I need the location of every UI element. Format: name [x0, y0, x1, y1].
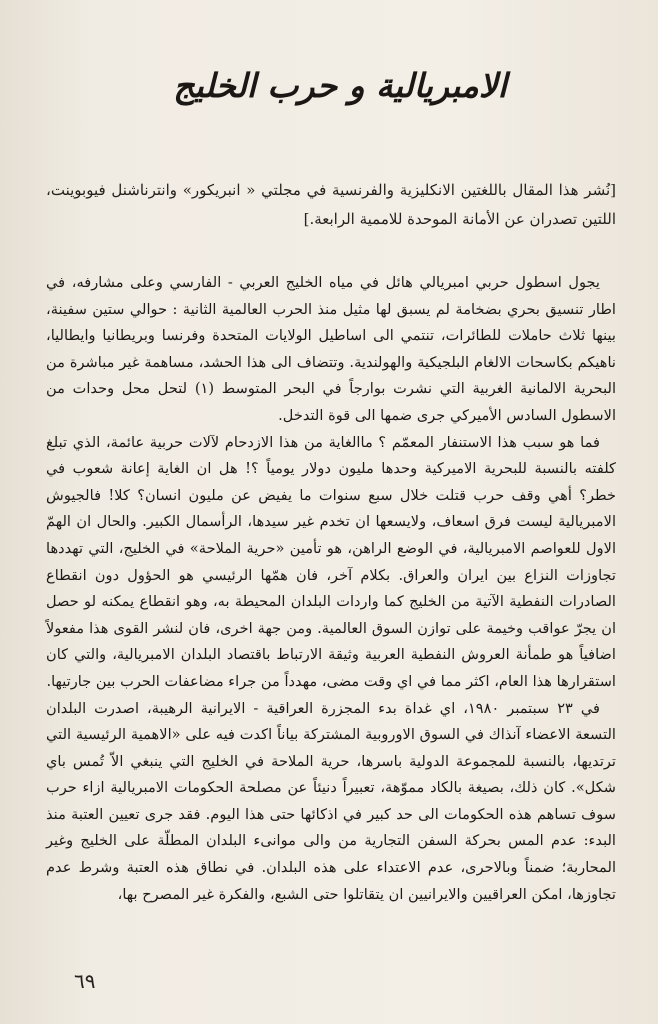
paragraph: في ٢٣ سبتمبر ١٩٨٠، اي غداة بدء المجزرة العراقية - الايرانية الرهيبة، اصدرت البلدان التسعة الاعضاء آنذاك في السوق الاوروبية المشتركة بياناً اكدت فيه على «الاهمية الرئيسية التي ترتديها، بالنسبة للمجموعة الدولية باسرها، حرية الملاحة في الخليج التي ينبغي الاّ تُمس باي شكل». كان ذلك، بصيغة بالكاد مموّهة، تعبيراً دنيئاً عن مصلحة الحكومات الامبريالية ازاء حرب سوف تساهم هذه الحكومات الى حد كبير في اذكائها حتى هذا اليوم. فقد جرى تعيين العتبة منذ البدء: عدم المس بحركة السفن التجارية من والى موانىء البلدان المطلّة على الخليج وغير المحاربة؛ ضمناً وبالاحرى، عدم الاعتداء على هذه البلدان. في نطاق هذه العتبة وشرط عدم تجاوزها، امكن العراقيين والايرانيين ان يتقاتلوا حتى الشبع، والفكرة غير المصرح بها، [46, 699, 616, 903]
chapter-title: الامبريالية و حرب الخليج [173, 66, 507, 105]
page-number: ٦٩ [74, 969, 96, 993]
article-body [46, 270, 616, 908]
intro-note: [نُشر هذا المقال باللغتين الانكليزية والفرنسية في مجلتي « انبريكور» وانترناشنل فيوبوينت، اللتين تصدران عن الأمانة الموحدة للاممية الرابعة.] [46, 181, 616, 228]
paragraph: يجول اسطول حربي امبريالي هائل في مياه الخليج العربي - الفارسي وعلى مشارفه، في اطار تنسيق بحري بضخامة لم يسبق لها مثيل منذ الحرب العالمية الثانية : حوالي ستين سفينة، بينها ثلاث حاملات للطائرات، تنتمي الى اساطيل الولايات المتحدة وفرنسا وبريطانيا وايطاليا، ناهيكم بكاسحات الالغام البلجيكية والهولندية. وتتضاف الى هذا الحشد، مساهمة غير مباشرة من البحرية الالمانية الغربية التي نشرت بوارجاً في البحر المتوسط (١) لتحل محل وحدات من الاسطول السادس الأميركي جرى ضمها الى قوة التدخل. [46, 274, 616, 424]
paragraph: فما هو سبب هذا الاستنفار المعمّم ؟ ماالغاية من هذا الازدحام لآلات حربية عائمة، الذي تبلغ كلفته بالنسبة للبحرية الاميركية وحدها مليون دولار يومياً ؟! هل ان الغاية إعانة شعوب في خطر؟ أهي وقف حرب قتلت خلال سبع سنوات ما يفيض عن مليون انسان؟ كلا! فالجيوش الامبريالية ليست فرق اسعاف، ولايسعها ان تخدم غير سيدها، الرأسمال الكبير. والحال ان الهمّ الاول للعواصم الامبريالية، في الوضع الراهن، هو تأمين «حرية الملاحة» في الخليج، التي تهددها تجاوزات النزاع بين ايران والعراق. بكلام آخر، فان همّها الرئيسي هو الحؤول دون انقطاع الصادرات النفطية الآتية من الخليج كما واردات البلدان المحيطة به، وهو انقطاع يمكنه لو حصل ان يجرّ عواقب وخيمة على توازن السوق العالمية. ومن جهة اخرى، فان لنشر القوى هذا مفعولاً اضافياً هو طمأنة العروش النفطية العربية وثيقة الارتباط باقتصاد البلدان الامبريالية، والتي كان استقرارها هذا العام، اكثر مما في اي وقت مضى، مهدداً من جراء مضاعفات الحرب بين جارتيها. [46, 433, 616, 690]
